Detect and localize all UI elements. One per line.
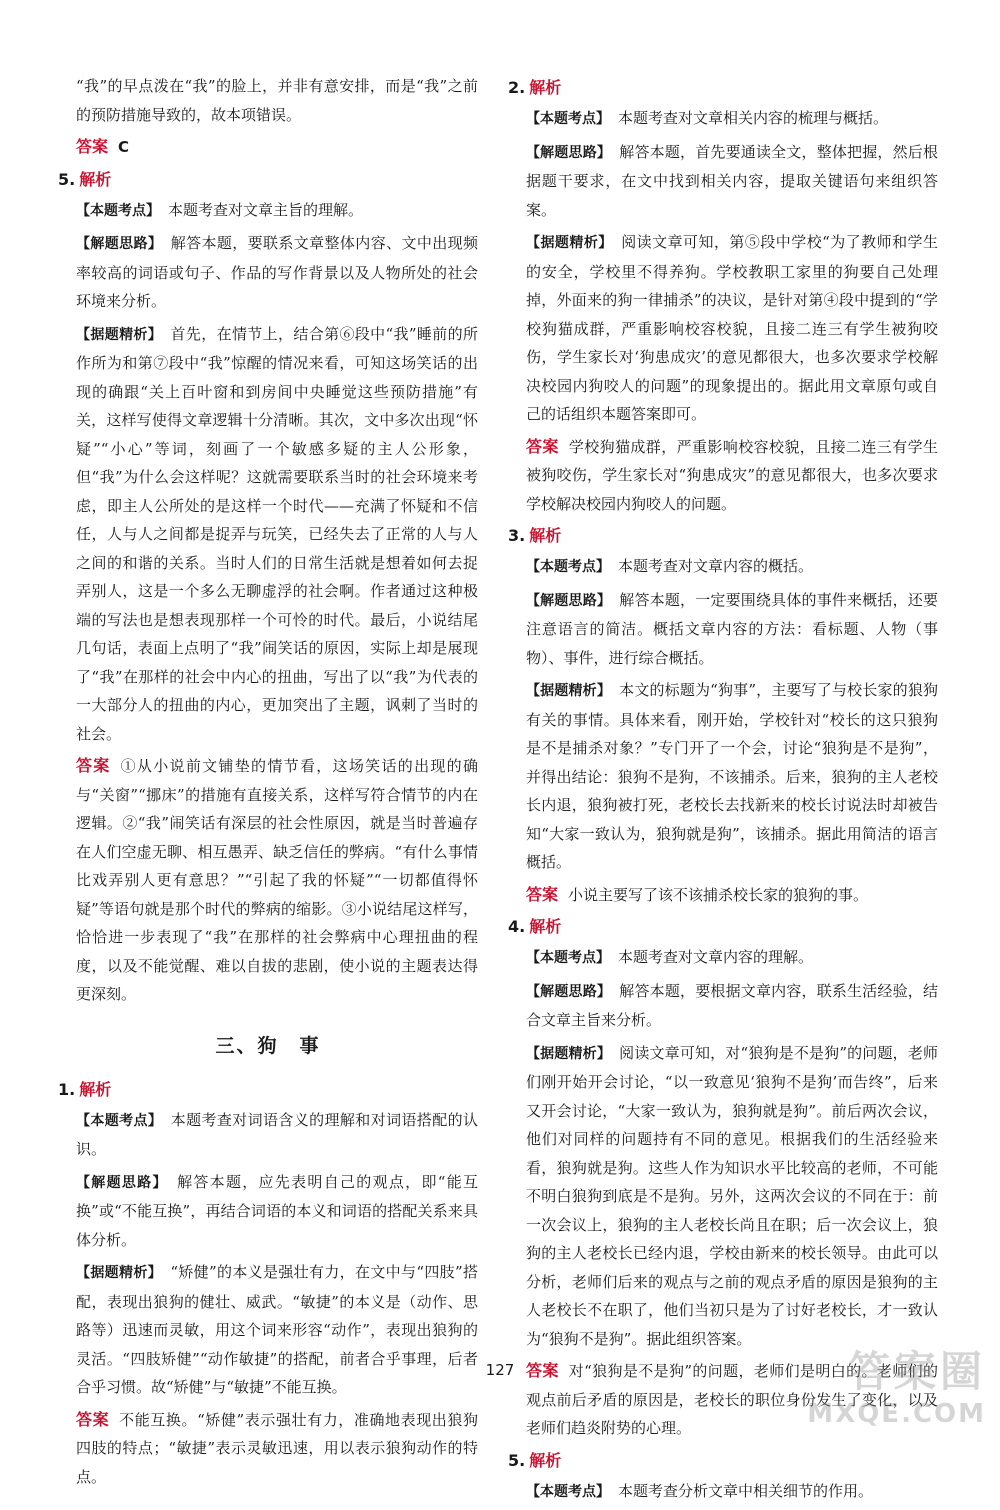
q5-answer: 答案 ①从小说前文铺垫的情节看，这场笑话的出现的确与“关窗”“挪床”的措施有直接关系，这样写符合情节的内在逻辑。②“我”闹笑话有深层的社会性原因，就是当时普遍存在人们空虚无聊、相互愚弄、缺乏信任的弊病。“有什么事情比戏弄别人更有意思？”“引起了我的怀疑”“一切都值得怀疑”等语句就是那个时代的弊病的缩影。③小说结尾这样写，恰恰进一步表现了“我”在那样的社会弊病中心理扭曲的程度，以及不能觉醒、难以自拔的悲剧，使小说的主题表达得更深刻。 bbox=[76, 756, 478, 1003]
q5-topic: 【本题考点】 本题考查对文章主旨的理解。 bbox=[76, 200, 364, 219]
q4-answer: 答案 对“狼狗是不是狗”的问题，老师们是明白的。老师们的观点前后矛盾的原因是，老校长的职位身份发生了变化，以及老师们趋炎附势的心理。 bbox=[526, 1361, 938, 1437]
q2-approach: 【解题思路】 解答本题，首先要通读全文，整体把握，然后根据题干要求，在文中找到相关内容，提取关键语句来组织答案。 bbox=[526, 142, 938, 219]
question-5b-heading: 5. 解析 bbox=[508, 1450, 562, 1470]
q2-analysis: 【据题精析】 阅读文章可知，第⑤段中学校“为了教师和学生的安全，学校里不得养狗。学校教职工家里的狗要自己处理掉，外面来的狗一律捕杀”的决议，是针对第④段中提到的“学校狗猫成群，严重影响校容校貌，且接二连三有学生被狗咬伤，学生家长对‘狗患成灾’的意见都很大，也多次要求学校解决校园内狗咬人的问题”的现象提出的。据此用文章原句或自己的话组织本题答案即可。 bbox=[526, 233, 939, 423]
q2-answer: 答案 学校狗猫成群，严重影响校容校貌，且接二连三有学生被狗咬伤，学生家长对“狗患成灾”的意见都很大，也多次要求学校解决校园内狗咬人的问题。 bbox=[526, 436, 938, 513]
q4-topic: 【本题考点】 本题考查对文章内容的理解。 bbox=[526, 948, 814, 966]
section-title: 三、狗 事 bbox=[215, 1034, 321, 1057]
q2-topic: 【本题考点】 本题考查对文章相关内容的梳理与概括。 bbox=[526, 109, 889, 127]
question-2-heading: 2. 解析 bbox=[508, 78, 562, 97]
answer-label: 答案 bbox=[76, 137, 109, 156]
page-number: 127 bbox=[485, 1361, 515, 1379]
question-1-heading: 1. 解析 bbox=[58, 1079, 112, 1099]
q5-analysis: 【据题精析】 首先，在情节上，结合第⑥段中“我”睡前的所作所为和第⑦段中“我”惊醒的情况来看，可知这场笑话的出现的确跟“关上百叶窗和到房间中央睡觉这些预防措施”有关，这样写使得文章逻辑十分清晰。其次，文中多次出现“怀疑”“小心”等词，刻画了一个敏感多疑的主人公形象，但“我”为什么会这样呢？这就需要联系当时的社会环境来考虑，即主人公所处的是这样一个时代——充满了怀疑和不信任，人与人之间都是捉弄与玩笑，已经失去了正常的人与人之间的和谐的关系。当时人们的日常生活就是想着如何去捉弄别人，这是一个多么无聊虚浮的社会啊。作者通过这种极端的写法也是想表现那样一个可怜的时代。最后，小说结尾几句话，表面上点明了“我”闹笑话的原因，实际上却是展现了“我”在那样的社会中内心的扭曲，写出了以“我”为代表的一大部分人的扭曲的内心，更加突出了主题，讽刺了当时的社会。 bbox=[76, 324, 478, 743]
q4-analysis: 【据题精析】 阅读文章可知，对“狼狗是不是狗”的问题，老师们刚开始开会讨论，“以一致意见‘狼狗不是狗’而告终”，后来又开会讨论，“大家一致认为，狼狗就是狗”。前后两次会议，他们对同样的问题持有不同的意见。根据我们的生活经验来看，狼狗就是狗。这些人作为知识水平比较高的老师，不可能不明白狼狗到底是不是狗。另外，这两次会议的不同在于：前一次会议上，狼狗的主人老校长尚且在职；后一次会议上，狼狗的主人老校长已经内退，学校由新来的校长领导。由此可以分析，老师们后来的观点与之前的观点矛盾的原因是狼狗的主人老校长不在职了，他们当初只是为了讨好老校长，才一致认为“狼狗不是狗”。据此组织答案。 bbox=[526, 1043, 938, 1348]
left-column bbox=[58, 72, 478, 1495]
watermark-logo: 答案圈 MXQE.COM bbox=[807, 1347, 986, 1429]
q1-topic: 【本题考点】 本题考查对词语含义的理解和对词语搭配的认识。 bbox=[76, 1110, 478, 1158]
q3-topic: 【本题考点】 本题考查对文章内容的概括。 bbox=[526, 557, 814, 575]
q3-answer: 答案 小说主要写了该不该捕杀校长家的狼狗的事。 bbox=[526, 884, 869, 904]
q3-approach: 【解题思路】 解答本题，一定要围绕具体的事件来概括，还要注意语言的简洁。概括文章内容的方法：看标题、人物（事物）、事件，进行综合概括。 bbox=[526, 590, 938, 667]
q1-answer: 答案 不能互换。“矫健”表示强壮有力，准确地表现出狼狗四肢的特点；“敏捷”表示灵敏迅速，用以表示狼狗动作的特点。 bbox=[76, 1409, 478, 1486]
q1-approach: 【解题思路】 解答本题，应先表明自己的观点，即“能互换”或“不能互换”，再结合词语的本义和词语的搭配关系来具体分析。 bbox=[76, 1172, 478, 1249]
question-4-heading: 4. 解析 bbox=[508, 917, 562, 936]
right-column bbox=[508, 72, 938, 1510]
q5b-topic: 【本题考点】 本题考查分析文章中相关细节的作用。 bbox=[526, 1481, 874, 1500]
q5-approach: 【解题思路】 解答本题，要联系文章整体内容、文中出现频率较高的词语或句子、作品的写作背景以及人物所处的社会环境来分析。 bbox=[76, 234, 478, 310]
question-5-heading: 5. 解析 bbox=[58, 169, 112, 189]
answer-choice: C bbox=[118, 138, 130, 156]
q3-analysis: 【据题精析】 本文的标题为“狗事”，主要写了与校长家的狼狗有关的事情。具体来看，刚开始，学校针对“校长的这只狼狗是不是捕杀对象？”专门开了一个会，讨论“狼狗是不是狗”，并得出结论：狼狗不是狗，不该捕杀。后来，狼狗的主人老校长内退，狼狗被打死，老校长去找新来的校长讨说法时却被告知“大家一致认为，狼狗就是狗”，该捕杀。据此用简洁的语言概括。 bbox=[526, 681, 938, 871]
question-3-heading: 3. 解析 bbox=[508, 526, 562, 545]
continued-answer bbox=[58, 133, 478, 162]
continued-analysis: “我”的早点泼在“我”的脸上，并非有意安排，而是“我”之前的预防措施导致的，故本项错误。 bbox=[76, 77, 478, 124]
q4-approach: 【解题思路】 解答本题，要根据文章内容，联系生活经验，结合文章主旨来分析。 bbox=[526, 981, 938, 1029]
q1-analysis: 【据题精析】 “矫健”的本义是强壮有力，在文中与“四肢”搭配，表现出狼狗的健壮、威武。“敏捷”的本义是（动作、思路等）迅速而灵敏，用这个词来形容“动作”，表现出狼狗的灵活。“四肢矫健”“动作敏捷”的搭配，前者合乎事理，后者合乎习惯。故“矫健”与“敏捷”不能互换。 bbox=[76, 1263, 478, 1396]
